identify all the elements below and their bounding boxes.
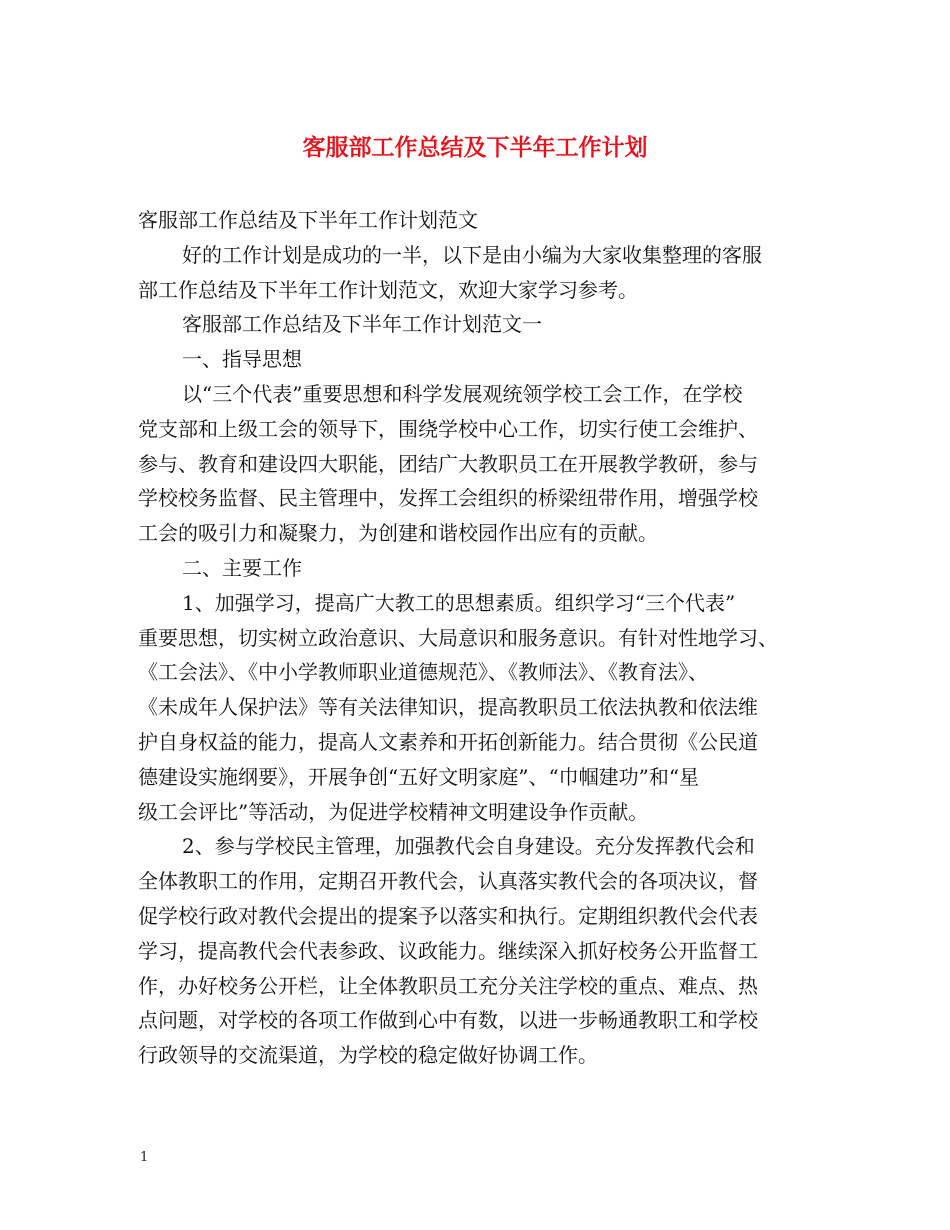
paragraph-line: 级工会评比”等活动，为促进学校精神文明建设争作贡献。 <box>138 799 649 824</box>
paragraph-line: 2、参与学校民主管理，加强教代会自身建设。充分发挥教代会和 <box>182 834 755 859</box>
paragraph-line: 护自身权益的能力，提高人文素养和开拓创新能力。结合贯彻《公民道 <box>138 729 758 754</box>
section-heading: 客服部工作总结及下半年工作计划范文一 <box>182 312 542 337</box>
intro-line: 部工作总结及下半年工作计划范文，欢迎大家学习参考。 <box>138 277 638 302</box>
page-number: 1 <box>140 1150 149 1165</box>
intro-line: 好的工作计划是成功的一半，以下是由小编为大家收集整理的客服 <box>182 242 762 267</box>
paragraph-line: 促学校行政对教代会提出的提案予以落实和执行。定期组织教代会代表 <box>138 903 758 928</box>
paragraph-line: 全体教职工的作用，定期召开教代会，认真落实教代会的各项决议，督 <box>138 869 758 894</box>
document-title: 客服部工作总结及下半年工作计划 <box>302 135 648 161</box>
paragraph-line: 《工会法》、《中小学教师职业道德规范》、《教师法》、《教育法》、 <box>138 660 708 685</box>
paragraph-line: 行政领导的交流渠道，为学校的稳定做好协调工作。 <box>138 1043 598 1068</box>
document-body <box>138 203 838 1073</box>
paragraph-line: 以“三个代表”重要思想和科学发展观统领学校工会工作，在学校 <box>182 381 743 406</box>
section-heading: 一、指导思想 <box>182 347 302 372</box>
paragraph-line: 《未成年人保护法》等有关法律知识，提高教职员工依法执教和依法维 <box>138 695 758 720</box>
paragraph-line: 学校校务监督、民主管理中，发挥工会组织的桥梁纽带作用，增强学校 <box>138 486 758 511</box>
paragraph-line: 德建设实施纲要》，开展争创“五好文明家庭”、“巾帼建功”和“星 <box>138 764 700 789</box>
paragraph-line: 党支部和上级工会的领导下，围绕学校中心工作，切实行使工会维护、 <box>138 416 758 441</box>
paragraph-line: 点问题，对学校的各项工作做到心中有数，以进一步畅通教职工和学校 <box>138 1008 758 1033</box>
paragraph-line: 工会的吸引力和凝聚力，为创建和谐校园作出应有的贡献。 <box>138 521 658 546</box>
paragraph-line: 重要思想，切实树立政治意识、大局意识和服务意识。有针对性地学习、 <box>138 625 778 650</box>
paragraph-line: 学习，提高教代会代表参政、议政能力。继续深入抓好校务公开监督工 <box>138 938 758 963</box>
subtitle-line: 客服部工作总结及下半年工作计划范文 <box>138 208 478 232</box>
paragraph-line: 参与、教育和建设四大职能，团结广大教职员工在开展教学教研，参与 <box>138 451 758 476</box>
paragraph-line: 1、加强学习，提高广大教工的思想素质。组织学习“三个代表” <box>182 590 736 615</box>
paragraph-line: 作，办好校务公开栏，让全体教职员工充分关注学校的重点、难点、热 <box>138 973 758 998</box>
section-heading: 二、主要工作 <box>182 555 302 580</box>
